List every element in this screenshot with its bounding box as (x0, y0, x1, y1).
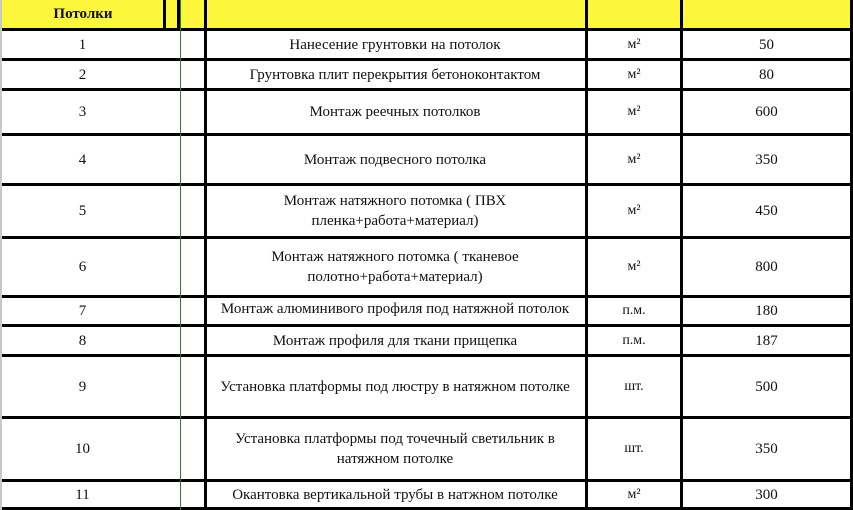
row-empty-cell[interactable] (181, 186, 204, 236)
price-cell[interactable]: 600 (755, 104, 778, 120)
price-cell[interactable]: 180 (755, 303, 778, 319)
work-name-cell[interactable]: Грунтовка плит перекрытия бетоноконтактом (249, 66, 541, 83)
price-cell[interactable]: 350 (755, 151, 778, 168)
row-number-cell[interactable]: 2 (78, 66, 87, 83)
row-empty-cell[interactable] (181, 419, 204, 479)
price-cell[interactable]: 50 (759, 36, 774, 53)
row-empty-cell[interactable] (181, 239, 204, 295)
unit-cell[interactable]: м² (627, 259, 641, 274)
row-number-cell[interactable]: 5 (78, 203, 87, 219)
unit-cell[interactable]: м² (627, 36, 641, 52)
work-name-cell[interactable]: Окантовка вертикальной трубы в натжном потолке (232, 486, 558, 503)
row-empty-cell[interactable] (181, 482, 204, 507)
header-cell-empty-3[interactable] (588, 0, 680, 28)
row-empty-cell[interactable] (181, 136, 204, 183)
header-divider-b (177, 0, 180, 29)
price-cell[interactable]: 300 (755, 486, 778, 503)
work-name-cell[interactable]: Монтаж алюминивого профиля под натяжной потолок (220, 301, 570, 317)
unit-cell[interactable]: п.м. (622, 303, 646, 318)
work-name-cell[interactable]: Установка платформы под люстру в натяжном потолке (220, 378, 570, 395)
unit-cell[interactable]: м² (627, 486, 641, 502)
unit-cell[interactable]: шт. (624, 378, 644, 394)
row-empty-cell[interactable] (181, 31, 204, 58)
work-name-cell[interactable]: Монтаж реечных потолков (309, 104, 481, 120)
work-name-cell[interactable]: Установка платформы под точечный светильник в натяжном потолке (235, 431, 555, 467)
row-empty-cell[interactable] (181, 327, 204, 354)
row-number-cell[interactable]: 4 (78, 151, 87, 168)
row-number-cell[interactable]: 9 (78, 378, 87, 395)
column-divider-unit (585, 0, 588, 510)
header-cell-empty-4[interactable] (683, 0, 851, 28)
unit-cell[interactable]: м² (627, 203, 641, 218)
row-number-cell[interactable]: 3 (78, 104, 87, 120)
work-name-cell[interactable]: Нанесение грунтовки на потолок (289, 36, 501, 53)
column-divider-name (204, 0, 207, 510)
work-name-cell[interactable]: Монтаж натяжного потомка ( тканевое полотно+работа+материал) (271, 249, 519, 285)
header-cell-empty-2[interactable] (206, 0, 585, 28)
row-number-cell[interactable]: 8 (78, 332, 87, 349)
price-cell[interactable]: 450 (755, 203, 778, 219)
price-cell[interactable]: 800 (755, 259, 778, 275)
header-title[interactable]: Потолки (53, 6, 113, 22)
row-number-cell[interactable]: 10 (75, 441, 90, 457)
row-number-cell[interactable]: 7 (78, 303, 87, 319)
row-number-cell[interactable]: 11 (75, 486, 90, 503)
header-divider-a (163, 0, 166, 29)
row-empty-cell[interactable] (181, 91, 204, 133)
row-number-cell[interactable]: 6 (78, 259, 87, 275)
price-cell[interactable]: 500 (755, 378, 778, 395)
price-cell[interactable]: 187 (755, 332, 778, 349)
row-number-cell[interactable]: 1 (78, 36, 87, 53)
unit-cell[interactable]: п.м. (622, 332, 646, 348)
work-name-cell[interactable]: Монтаж профиля для ткани прищепка (272, 332, 518, 349)
price-cell[interactable]: 350 (755, 441, 778, 457)
frozen-column-divider (180, 0, 181, 510)
unit-cell[interactable]: м² (627, 66, 641, 82)
unit-cell[interactable]: шт. (624, 441, 644, 456)
row-empty-cell[interactable] (181, 298, 204, 324)
column-divider-price (680, 0, 683, 510)
unit-cell[interactable]: м² (627, 104, 641, 119)
work-name-cell[interactable]: Монтаж подвесного потолка (303, 151, 487, 168)
row-empty-cell[interactable] (181, 61, 204, 88)
price-cell[interactable]: 80 (759, 66, 774, 83)
work-name-cell[interactable]: Монтаж натяжного потомка ( ПВХ пленка+работа+материал) (283, 193, 507, 229)
unit-cell[interactable]: м² (627, 151, 641, 167)
row-empty-cell[interactable] (181, 357, 204, 416)
